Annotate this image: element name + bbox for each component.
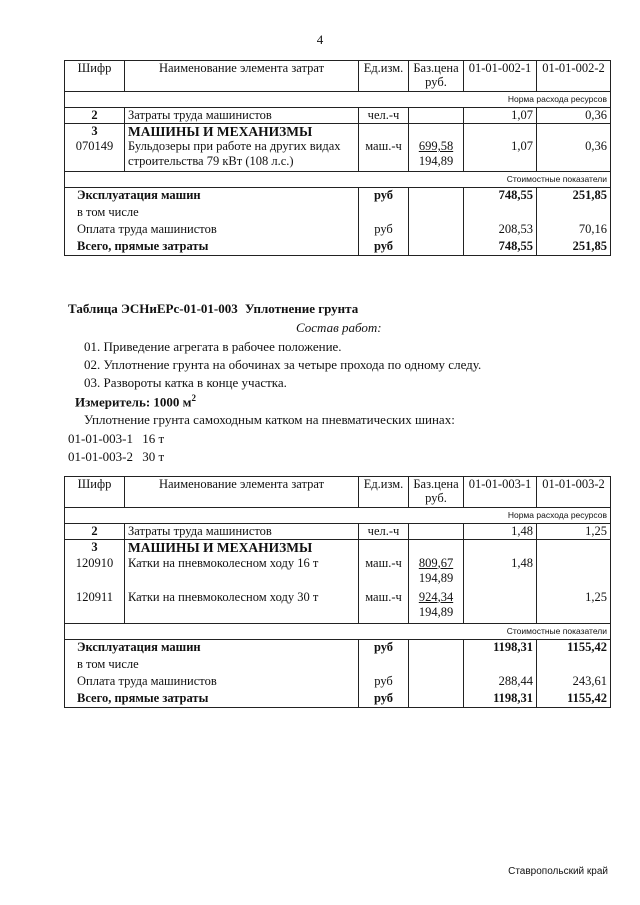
resource-table-1 — [64, 60, 611, 256]
header-name: Наименование элемента затрат — [125, 477, 359, 508]
machine-price-sub: 194,89 — [418, 570, 454, 585]
machines-section-code: 3 — [91, 124, 98, 138]
machine-v1 — [464, 590, 537, 624]
cost-row-v1: 748,55 — [464, 239, 537, 256]
header-unit: Ед.изм. — [359, 61, 409, 92]
meter-sup: 2 — [191, 393, 197, 403]
machines-section-title: МАШИНЫ И МЕХАНИЗМЫ — [128, 124, 313, 139]
machines-section-code: 3 — [65, 540, 125, 556]
cost-row-v2: 1155,42 — [537, 691, 611, 708]
norm-label: Норма расхода ресурсов — [65, 508, 611, 524]
resource-table-2 — [64, 476, 611, 708]
machine-price: 924,34 — [418, 589, 454, 604]
machine-name-line1: Бульдозеры при работе на других видах — [128, 139, 341, 153]
cost-row-name: Всего, прямые затраты — [65, 691, 359, 708]
header-unit: Ед.изм. — [359, 477, 409, 508]
machine-unit: маш.-ч — [365, 139, 402, 153]
labor-unit: чел.-ч — [359, 108, 409, 124]
cost-row-name: в том числе — [65, 657, 359, 674]
machine-price-sub: 194,89 — [418, 154, 454, 168]
section-description: Уплотнение грунта самоходным катком на пневматических шинах: — [84, 412, 455, 427]
cost-row-v2: 251,85 — [537, 239, 611, 256]
labor-v1: 1,48 — [464, 524, 537, 540]
cost-row-unit: руб — [359, 640, 409, 657]
labor-unit: чел.-ч — [359, 524, 409, 540]
work-item: 01. Приведение агрегата в рабочее положение. — [84, 339, 342, 354]
machine-v2 — [537, 556, 611, 590]
footer-region: Ставропольский край — [508, 866, 608, 877]
cost-row-name: Оплата труда машинистов — [65, 674, 359, 691]
machine-v2: 0,36 — [585, 139, 607, 153]
work-item: 02. Уплотнение грунта на обочинах за четыре прохода по одному следу. — [84, 357, 482, 372]
machine-name: Катки на пневмоколесном ходу 30 т — [125, 590, 359, 624]
cost-row-v2: 1155,42 — [537, 640, 611, 657]
labor-v1: 1,07 — [464, 108, 537, 124]
machine-price-sub: 194,89 — [418, 604, 454, 619]
cost-row-v1: 1198,31 — [464, 691, 537, 708]
cost-row-v2: 251,85 — [537, 188, 611, 205]
meter-text: Измеритель: 1000 м — [75, 394, 192, 410]
header-name: Наименование элемента затрат — [125, 61, 359, 92]
header-code: Шифр — [65, 61, 125, 92]
labor-v2: 1,25 — [537, 524, 611, 540]
cost-row-unit: руб — [359, 239, 409, 256]
cost-row-name: Эксплуатация машин — [65, 188, 359, 205]
header-col1: 01-01-002-1 — [464, 61, 537, 92]
cost-row-unit: руб — [359, 222, 409, 239]
labor-name: Затраты труда машинистов — [125, 108, 359, 124]
cost-row-v1: 748,55 — [464, 188, 537, 205]
cost-row-name: в том числе — [65, 205, 359, 222]
cost-row-v1: 1198,31 — [464, 640, 537, 657]
variant-value: 30 т — [142, 449, 165, 464]
works-title: Состав работ: — [296, 320, 382, 335]
cost-row-name: Оплата труда машинистов — [65, 222, 359, 239]
machine-unit: маш.-ч — [359, 556, 409, 590]
machine-v1: 1,07 — [511, 139, 533, 153]
labor-v2: 0,36 — [537, 108, 611, 124]
machines-section-title: МАШИНЫ И МЕХАНИЗМЫ — [125, 540, 359, 556]
labor-code: 2 — [65, 524, 125, 540]
variant-code: 01-01-003-1 — [68, 431, 133, 446]
cost-row-name: Эксплуатация машин — [65, 640, 359, 657]
variant-value: 16 т — [142, 431, 165, 446]
machine-unit: маш.-ч — [359, 590, 409, 624]
cost-row-v1: 208,53 — [464, 222, 537, 239]
machine-price: 699,58 — [418, 139, 454, 153]
machine-v2: 1,25 — [537, 590, 611, 624]
variant-code: 01-01-003-2 — [68, 449, 133, 464]
machine-name: Катки на пневмоколесном ходу 16 т — [125, 556, 359, 590]
cost-row-unit: руб — [359, 188, 409, 205]
cost-row-name: Всего, прямые затраты — [65, 239, 359, 256]
cost-row-v2: 70,16 — [537, 222, 611, 239]
header-base-price: Баз.цена руб. — [409, 477, 464, 508]
section-title-prefix: Таблица ЭСНиЕРс-01-01-003 — [68, 301, 238, 316]
section-title-name: Уплотнение грунта — [244, 301, 359, 316]
machine-name-line2: строительства 79 кВт (108 л.с.) — [128, 154, 294, 168]
variant-row — [68, 431, 164, 447]
norm-label: Норма расхода ресурсов — [65, 92, 611, 108]
work-item: 03. Развороты катка в конце участка. — [84, 375, 287, 390]
labor-name: Затраты труда машинистов — [125, 524, 359, 540]
header-code: Шифр — [65, 477, 125, 508]
meter-label — [75, 393, 196, 410]
machine-v1: 1,48 — [464, 556, 537, 590]
machine-price: 809,67 — [418, 555, 454, 570]
machine-code: 070149 — [75, 139, 114, 153]
header-col1: 01-01-003-1 — [464, 477, 537, 508]
header-col2: 01-01-003-2 — [537, 477, 611, 508]
cost-row-unit: руб — [359, 691, 409, 708]
cost-row-unit: руб — [359, 674, 409, 691]
machine-code: 120911 — [65, 590, 125, 624]
cost-label: Стоимостные показатели — [65, 624, 611, 640]
header-col2: 01-01-002-2 — [537, 61, 611, 92]
machine-code: 120910 — [65, 556, 125, 590]
cost-row-v1: 288,44 — [464, 674, 537, 691]
cost-label: Стоимостные показатели — [65, 172, 611, 188]
header-base-price: Баз.цена руб. — [409, 61, 464, 92]
variant-row — [68, 449, 164, 465]
labor-code: 2 — [65, 108, 125, 124]
section-title — [68, 301, 358, 317]
page-number: 4 — [316, 32, 324, 47]
cost-row-v2: 243,61 — [537, 674, 611, 691]
